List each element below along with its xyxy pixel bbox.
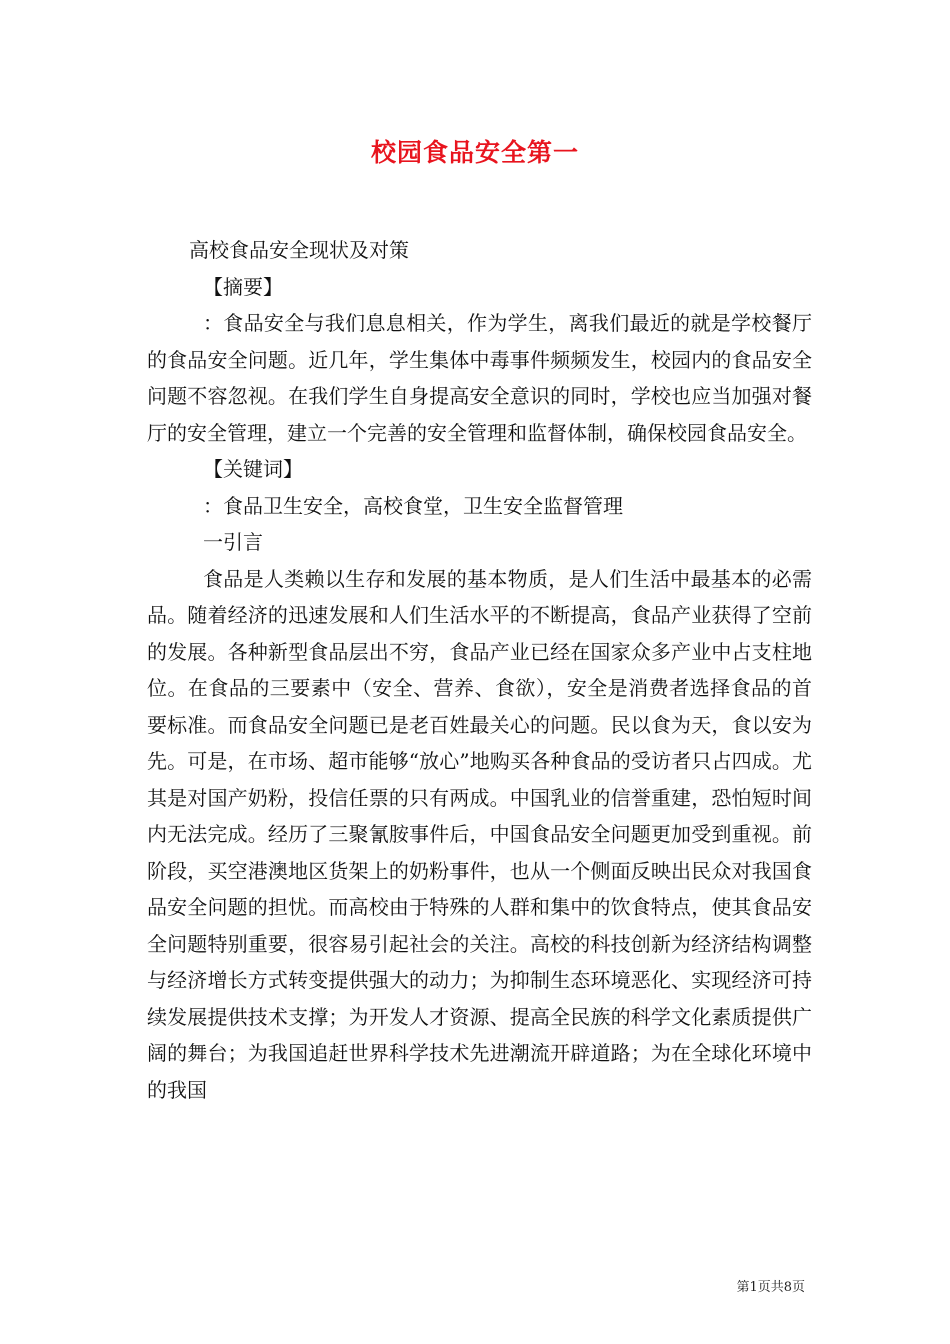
- page-title: 校园食品安全第一: [370, 138, 579, 167]
- subtitle: 高校食品安全现状及对策: [189, 238, 409, 262]
- abstract-text: ：食品安全与我们息息相关，作为学生，离我们最近的就是学校餐厅的食品安全问题。近几年，学生集体中毒事件频频发生，校园内的食品安全问题不容忽视。在我们学生自身提高安全意识的同时，学校也应当加强对餐厅的安全管理，建立一个完善的安全管理和监督体制，确保校园食品安全。: [147, 311, 812, 445]
- page-number: 第1页共8页: [736, 1280, 805, 1295]
- section-text: 食品是人类赖以生存和发展的基本物质，是人们生活中最基本的必需品。随着经济的迅速发展和人们生活水平的不断提高，食品产业获得了空前的发展。各种新型食品层出不穷，食品产业已经在国家众多产业中占支柱地位。在食品的三要素中（安全、营养、食欲），安全是消费者选择食品的首要标准。而食品安全问题已是老百姓最关心的问题。民以食为天，食以安为先。可是，在市场、超市能够“放心”地购买各种食品的受访者只占四成。尤其是对国产奶粉，投信任票的只有两成。中国乳业的信誉重建，恐怕短时间内无法完成。经历了三聚氰胺事件后，中国食品安全问题更加受到重视。前阶段，买空港澳地区货架上的奶粉事件，也从一个侧面反映出民众对我国食品安全问题的担忧。而高校由于特殊的人群和集中的饮食特点，使其食品安全问题特别重要，很容易引起社会的关注。高校的科技创新为经济结构调整与经济增长方式转变提供强大的动力；为抑制生态环境恶化、实现经济可持续发展提供技术支撑；为开发人才资源、提高全民族的科学文化素质提供广阔的舞台；为我国追赶世界科学技术先进潮流开辟道路；为在全球化环境中的我国: [147, 566, 812, 1102]
- section-heading: 一引言: [203, 530, 263, 554]
- keywords-heading: 【关键词】: [203, 457, 303, 481]
- document-body: [147, 232, 812, 1108]
- keywords-text: ：食品卫生安全，高校食堂，卫生安全监督管理: [203, 493, 623, 518]
- abstract-heading: 【摘要】: [203, 274, 283, 299]
